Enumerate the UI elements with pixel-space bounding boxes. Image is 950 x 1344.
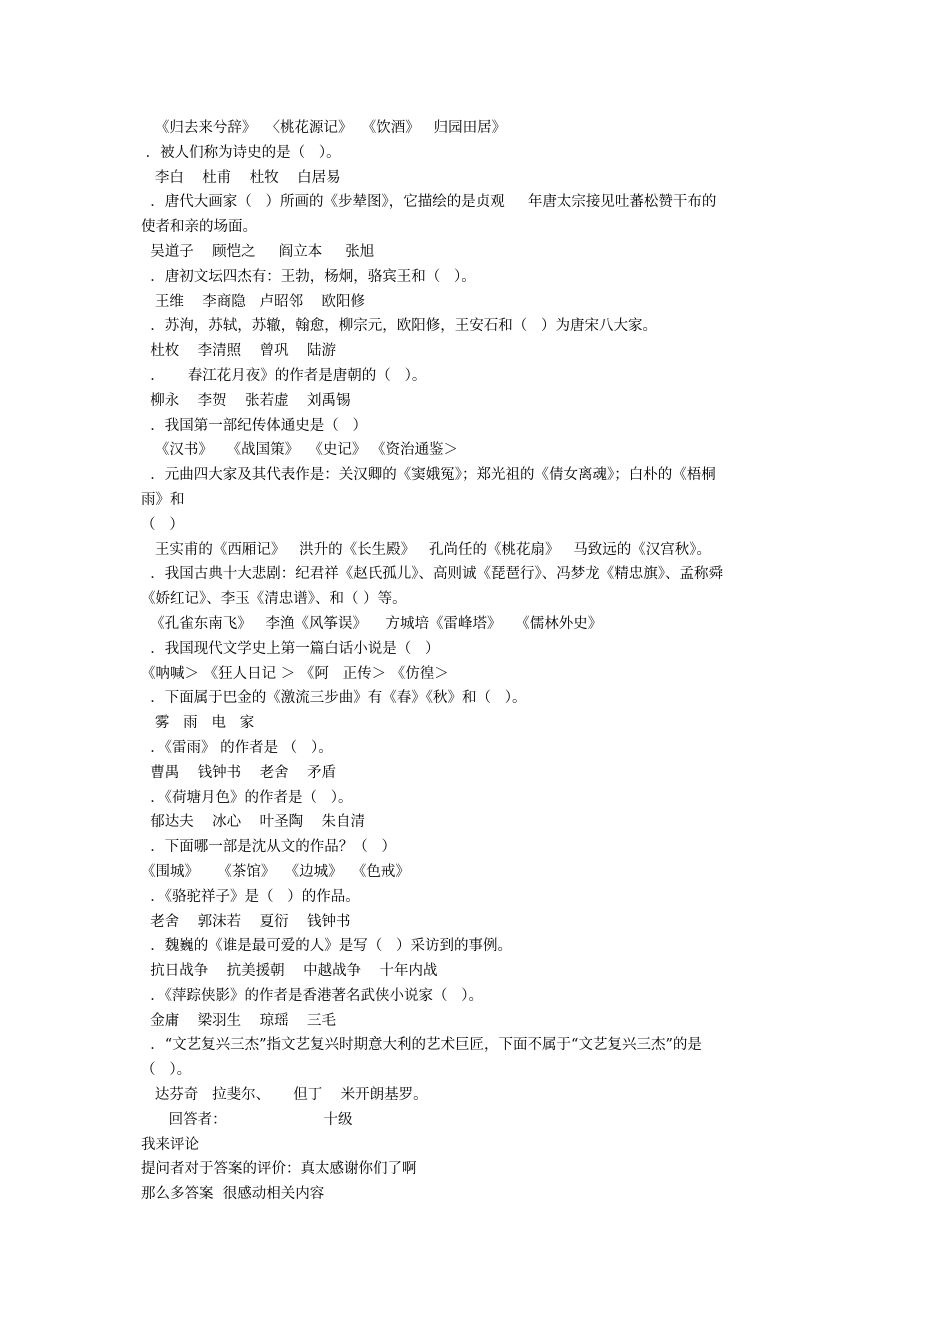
text-line: （ ） xyxy=(141,516,184,533)
text-line: 老舍 郭沫若 夏衍 钱钟书 xyxy=(141,913,351,930)
text-line: ．我国第一部纪传体通史是（ ） xyxy=(141,417,368,434)
text-line: 提问者对于答案的评价：真太感谢你们了啊 xyxy=(141,1161,417,1178)
text-line: ．唐初文坛四杰有：王勃，杨炯，骆宾王和（ ）。 xyxy=(141,268,476,285)
text-line: 《归去来兮辞》 〈桃花源记》 《饮酒》 归园田居》 xyxy=(141,120,507,136)
text-line: ．《荷塘月色》的作者是（ ）。 xyxy=(141,789,353,806)
text-line: ．《萍踪侠影》的作者是香港著名武侠小说家（ ）。 xyxy=(141,987,484,1004)
text-line: ．被人们称为诗史的是（ ）。 xyxy=(141,144,341,161)
text-line: ．我国古典十大悲剧：纪君祥《赵氏孤儿》、高则诚《琵琶行》、冯梦龙《精忠旗》、孟称舜 xyxy=(141,566,723,583)
text-line: 那么多答案 很感动相关内容 xyxy=(141,1186,325,1203)
text-line: 《呐喊＞ 《狂人日记 ＞ 《阿 正传＞ 《仿徨＞ xyxy=(141,665,449,682)
text-line: ．下面属于巴金的《激流三步曲》有《春》《秋》和（ ）。 xyxy=(141,690,527,707)
text-line: 金庸 梁羽生 琼瑶 三毛 xyxy=(141,1012,337,1029)
text-line: 使者和亲的场面。 xyxy=(141,219,257,236)
text-line: ．元曲四大家及其代表作是：关汉卿的《窦娥冤》；郑光祖的《倩女离魂》；白朴的《梧桐 xyxy=(141,467,716,484)
text-line: 曹禺 钱钟书 老舍 矛盾 xyxy=(141,764,337,781)
text-line: 《孔雀东南飞》 李渔《风筝误》 方城培《雷峰塔》 《儒林外史》 xyxy=(141,615,603,632)
text-line: 杜枚 李清照 曾巩 陆游 xyxy=(141,343,337,360)
text-line: 王维 李商隐 卢昭邻 欧阳修 xyxy=(141,293,366,310)
text-line: 抗日战争 抗美援朝 中越战争 十年内战 xyxy=(141,963,438,980)
text-line: ．《雷雨》 的作者是 （ ）。 xyxy=(141,739,333,756)
text-line: ． 春江花月夜》的作者是唐朝的（ ）。 xyxy=(141,367,427,384)
text-line: 我来评论 xyxy=(141,1136,199,1153)
text-line: ．苏洵，苏轼，苏辙，翰愈，柳宗元，欧阳修，王安石和（ ）为唐宋八大家。 xyxy=(141,318,658,335)
text-line: 雾 雨 电 家 xyxy=(141,715,255,732)
text-line: ．我国现代文学史上第一篇白话小说是（ ） xyxy=(141,640,440,657)
text-line: 《汉书》 《战国策》 《史记》 《资治通鉴＞ xyxy=(141,442,458,459)
text-line: 雨》和 xyxy=(141,491,185,508)
text-line: 回答者： 十级 xyxy=(141,1111,353,1128)
text-line: ．魏巍的《谁是最可爱的人》是写（ ）采访到的事例。 xyxy=(141,938,513,955)
text-line: （ ）。 xyxy=(141,1062,192,1079)
text-line: 达芬奇 拉斐尔、 但丁 米开朗基罗。 xyxy=(141,1087,428,1104)
document-body xyxy=(141,116,821,1207)
text-line: 郁达夫 冰心 叶圣陶 朱自清 xyxy=(141,814,366,831)
text-line: 吴道子 顾恺之 阎立本 张旭 xyxy=(141,243,375,260)
text-line: ．《骆驼祥子》是（ ）的作品。 xyxy=(141,888,360,905)
text-line: ．唐代大画家（ ）所画的《步辇图》，它描绘的是贞观 年唐太宗接见吐蕃松赞干布的 xyxy=(141,194,717,211)
text-line: ．下面哪一部是沈从文的作品？（ ） xyxy=(141,839,397,856)
text-line: 《围城》 《茶馆》 《边城》 《色戒》 xyxy=(141,863,410,880)
text-line: 《娇红记》、李玉《清忠谱》、和（ ）等。 xyxy=(141,591,407,608)
text-line: 柳永 李贺 张若虚 刘禹锡 xyxy=(141,392,351,409)
text-line: ．“文艺复兴三杰”指文艺复兴时期意大利的艺术巨匠，下面不属于“文艺复兴三杰”的是 xyxy=(141,1037,702,1054)
text-line: 王实甫的《西厢记》 洪升的《长生殿》 孔尚任的《桃花扇》 马致远的《汉宫秋》。 xyxy=(141,541,712,558)
text-line: 李白 杜甫 杜牧 白居易 xyxy=(141,169,341,186)
